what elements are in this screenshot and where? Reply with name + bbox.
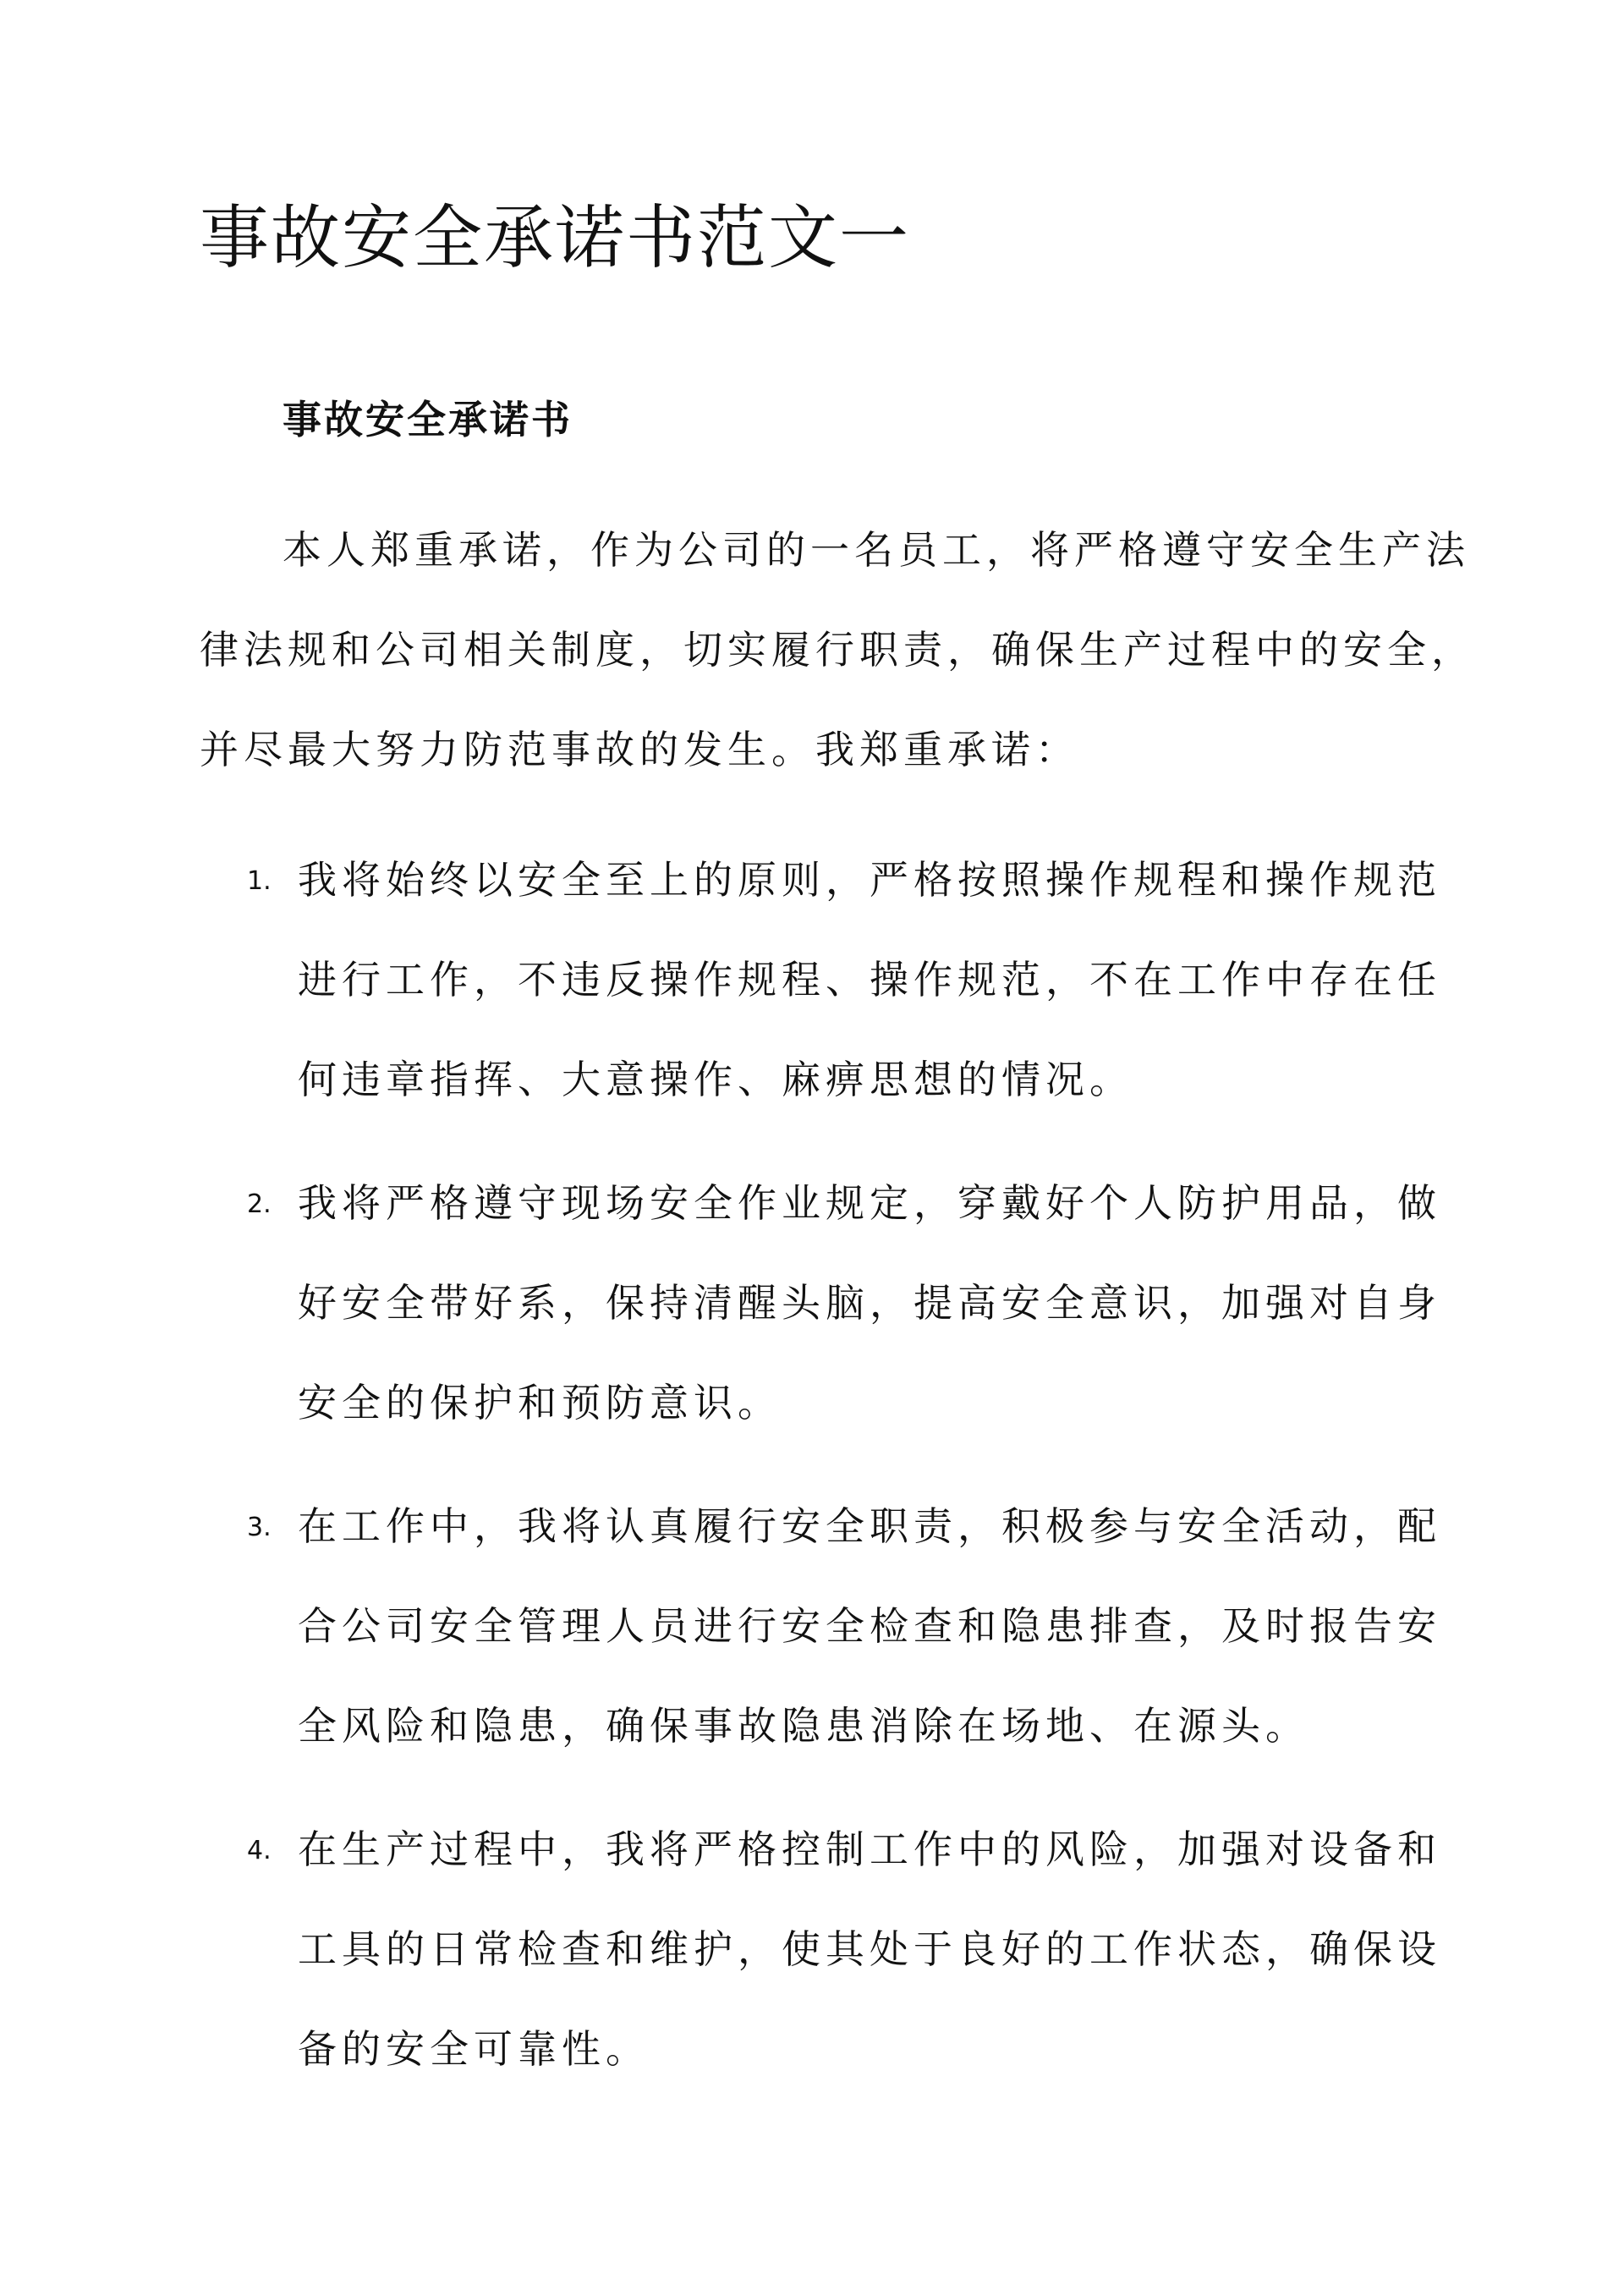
list-item-line: 我将始终以安全至上的原则，严格按照操作规程和操作规范 xyxy=(298,857,1441,903)
list-item-number: 2. xyxy=(247,1189,272,1219)
list-item-line: 工具的日常检查和维护，使其处于良好的工作状态，确保设 xyxy=(298,1926,1441,1972)
intro-line: 律法规和公司相关制度，切实履行职责，确保生产过程中的安全， xyxy=(200,627,1475,673)
list-item-number: 3. xyxy=(247,1513,272,1542)
list-item-number: 4. xyxy=(247,1836,272,1865)
intro-line: 并尽最大努力防范事故的发生。我郑重承诺： xyxy=(200,727,1079,772)
document-subtitle: 事故安全承诺书 xyxy=(283,397,573,442)
intro-line: 本人郑重承诺，作为公司的一名员工，将严格遵守安全生产法 xyxy=(283,527,1470,573)
list-item-line: 在生产过程中，我将严格控制工作中的风险，加强对设备和 xyxy=(298,1826,1441,1872)
list-item-line: 何违章指挥、大意操作、麻痹思想的情况。 xyxy=(298,1057,1133,1102)
list-item-line: 全风险和隐患，确保事故隐患消除在场地、在源头。 xyxy=(298,1703,1309,1749)
list-item-line: 我将严格遵守现场安全作业规定，穿戴好个人防护用品，做 xyxy=(298,1180,1441,1226)
list-item-line: 好安全带好系，保持清醒头脑，提高安全意识，加强对自身 xyxy=(298,1280,1441,1326)
list-item-line: 备的安全可靠性。 xyxy=(298,2026,650,2072)
list-item-line: 在工作中，我将认真履行安全职责，积极参与安全活动，配 xyxy=(298,1503,1441,1549)
list-item-line: 安全的保护和预防意识。 xyxy=(298,1380,782,1425)
list-item-number: 1. xyxy=(247,866,272,896)
document-title: 事故安全承诺书范文一 xyxy=(200,198,911,278)
list-item-line: 合公司安全管理人员进行安全检查和隐患排查，及时报告安 xyxy=(298,1603,1441,1649)
list-item-line: 进行工作，不违反操作规程、操作规范，不在工作中存在任 xyxy=(298,957,1441,1002)
